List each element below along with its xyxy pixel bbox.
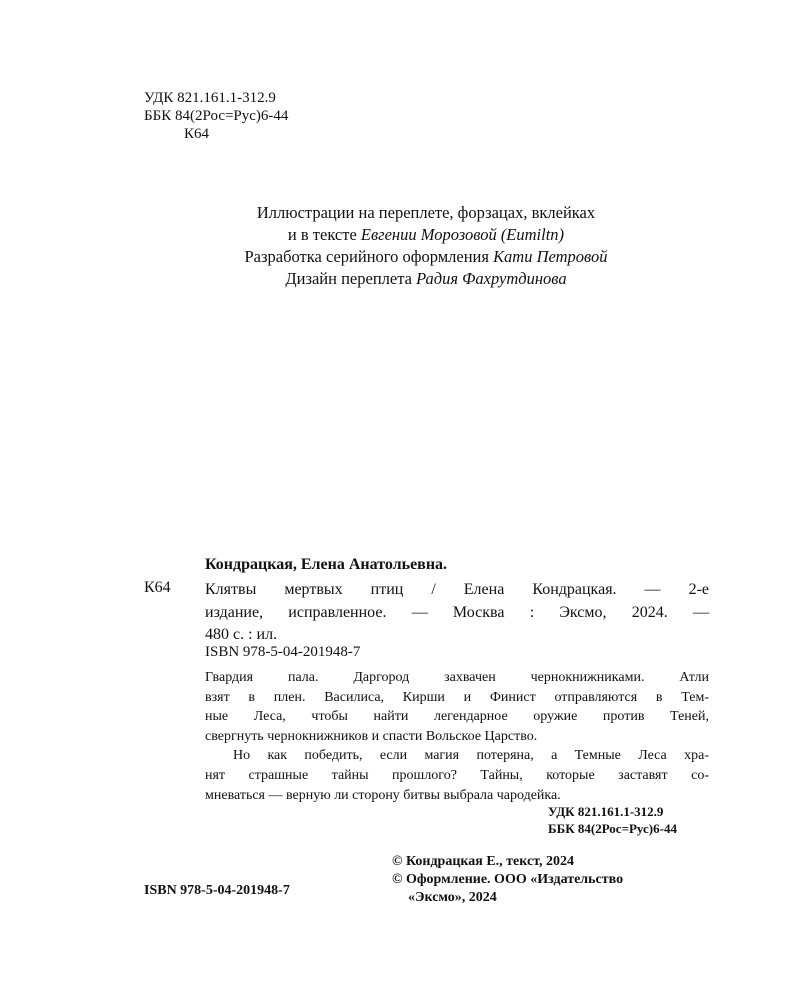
cover-designer-name: Радия Фахрутдинова (416, 269, 567, 288)
annotation-line: взят в плен. Василиса, Кирши и Финист отправляются в Тем- (205, 689, 709, 705)
isbn-bottom: ISBN 978-5-04-201948-7 (144, 883, 290, 898)
bbk-code-bottom: ББК 84(2Рос=Рус)6-44 (548, 821, 677, 836)
author-mark: К64 (184, 126, 210, 142)
isbn-bibliographic: ISBN 978-5-04-201948-7 (205, 644, 361, 660)
credits-illustrations-author (0, 224, 800, 246)
udk-code: УДК 821.161.1-312.9 (144, 90, 276, 106)
credits-prefix: Разработка серийного оформления (244, 247, 494, 266)
credits-illustrations: Иллюстрации на переплете, форзацах, вклейках (256, 203, 596, 222)
annotation-line: нят страшные тайны прошлого? Тайны, которые заставят со- (205, 767, 709, 783)
bibliographic-line: Клятвы мертвых птиц / Елена Кондрацкая. — 2-е (205, 581, 709, 598)
bibliographic-author: Кондрацкая, Елена Анатольевна. (205, 556, 448, 573)
credits-prefix: и в тексте (287, 225, 361, 244)
copyright-block (392, 853, 623, 907)
illustrator-name: Евгении Морозовой (Eumiltn) (360, 225, 565, 244)
classification-block (144, 89, 288, 143)
annotation-line: мневаться — верную ли сторону битвы выбрала чародейка. (205, 787, 561, 803)
bibliographic-line: 480 с. : ил. (205, 626, 278, 643)
credits-series-design (0, 246, 800, 268)
bibliographic-description (205, 579, 709, 647)
credits-cover-design (0, 268, 800, 290)
credits-prefix: Дизайн переплета (285, 269, 417, 288)
udk-code-bottom: УДК 821.161.1-312.9 (548, 804, 664, 819)
bibliographic-code: К64 (144, 579, 171, 596)
copyright-design: © Оформление. ООО «Издательство (392, 872, 624, 887)
series-designer-name: Кати Петровой (493, 247, 608, 266)
copyright-design-cont: «Эксмо», 2024 (408, 890, 497, 905)
annotation-line: свергнуть чернокнижников и спасти Вольское Царство. (205, 728, 538, 744)
annotation-line: Гвардия пала. Даргород захвачен чернокнижниками. Атли (205, 670, 709, 685)
annotation-line: ные Леса, чтобы найти легендарное оружие против Теней, (205, 709, 709, 725)
credits-block (0, 202, 800, 290)
copyright-text: © Кондрацкая Е., текст, 2024 (392, 854, 575, 869)
annotation (205, 668, 709, 805)
classification-bottom (548, 803, 677, 837)
bibliographic-line: издание, исправленное. — Москва : Эксмо, 2024. — (205, 603, 709, 621)
annotation-line: Но как победить, если магия потеряна, а Темные Леса хра- (233, 748, 709, 764)
bbk-code: ББК 84(2Рос=Рус)6-44 (144, 108, 289, 124)
